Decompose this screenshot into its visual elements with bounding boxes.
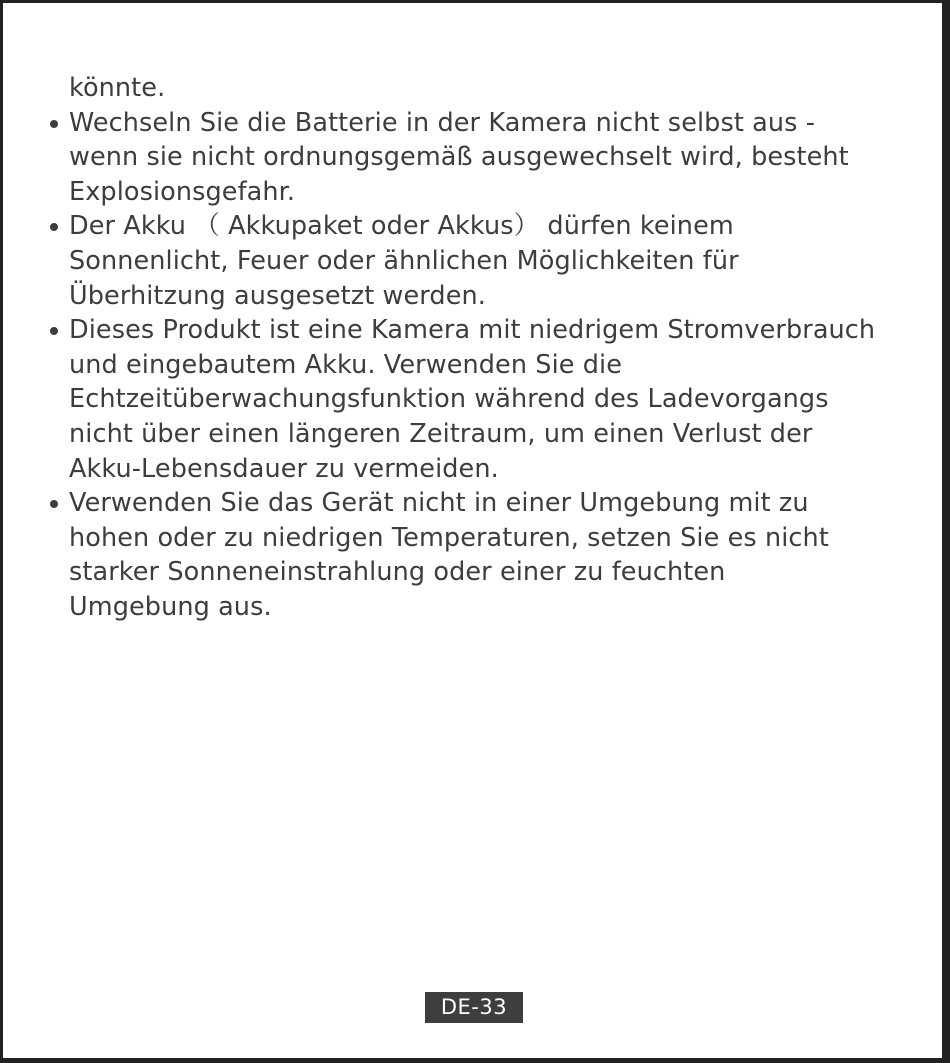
bullet-icon	[50, 120, 58, 128]
text-line: starker Sonneneinstrahlung oder einer zu feuchten	[69, 557, 726, 588]
text-line: könnte.	[69, 73, 166, 103]
text-line: Explosionsgefahr.	[69, 176, 296, 207]
list-item: Dieses Produkt ist eine Kamera mit niedrigem Stromverbrauch	[3, 313, 942, 348]
bullet-icon	[50, 500, 58, 508]
text-line: Sonnenlicht, Feuer oder ähnlichen Möglichkeiten für	[69, 245, 739, 276]
page-number: DE-33	[425, 992, 523, 1023]
text-line: Überhitzung ausgesetzt werden.	[69, 280, 486, 311]
bullet-icon	[50, 223, 58, 231]
text-line: Akku-Lebensdauer zu vermeiden.	[69, 453, 499, 484]
list-item: Wechseln Sie die Batterie in der Kamera nicht selbst aus -	[3, 106, 942, 141]
text-line: Echtzeitüberwachungsfunktion während des Ladevorgangs	[69, 384, 829, 415]
list-item: Verwenden Sie das Gerät nicht in einer Umgebung mit zu	[3, 486, 942, 521]
list-item: Der Akku （ Akkupaket oder Akkus） dürfen keinem	[3, 209, 942, 244]
safety-instructions	[3, 71, 942, 625]
text-line: und eingebautem Akku. Verwenden Sie die	[69, 349, 623, 380]
text-line: hohen oder zu niedrigen Temperaturen, setzen Sie es nicht	[69, 522, 829, 553]
text-line: nicht über einen längeren Zeitraum, um einen Verlust der	[69, 418, 813, 449]
text-line: wenn sie nicht ordnungsgemäß ausgewechselt wird, besteht	[69, 142, 849, 173]
bullet-icon	[50, 327, 58, 335]
text-line: Umgebung aus.	[69, 591, 272, 622]
